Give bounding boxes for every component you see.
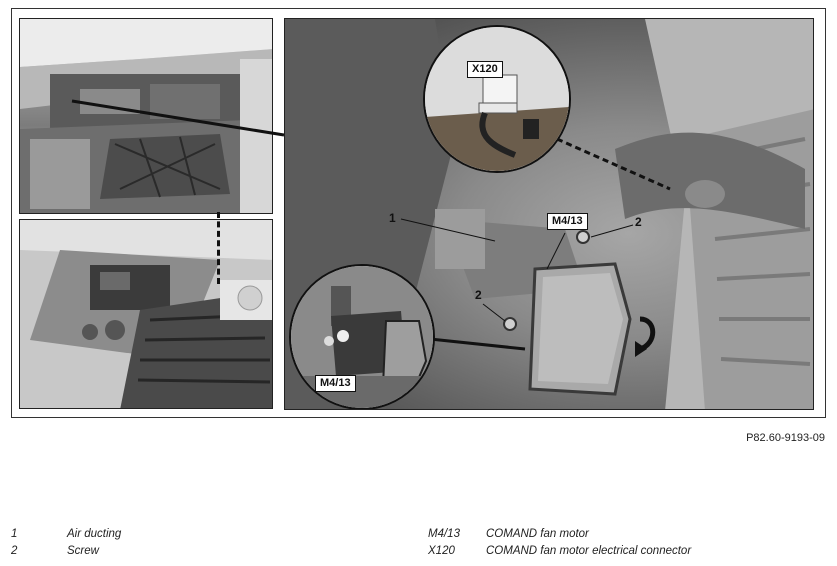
inset-connector-art	[425, 27, 569, 171]
photo-fan-motor-detail	[284, 18, 814, 410]
legend-left	[11, 528, 121, 562]
legend-key: M4/13	[428, 528, 460, 540]
legend-value: COMAND fan motor electrical connector	[486, 545, 692, 557]
legend-item	[11, 528, 121, 545]
callout-1-air-ducting: 1	[389, 211, 396, 225]
legend-key: 2	[11, 545, 18, 557]
legend-right	[428, 528, 691, 562]
callout-2-screw-top: 2	[635, 215, 642, 229]
photo-center-console	[19, 219, 273, 409]
callout-m4-13: M4/13	[547, 213, 588, 230]
inset-connector-detail	[423, 25, 571, 173]
legend-key: 1	[11, 528, 18, 540]
legend-item	[11, 545, 121, 562]
legend-value: Air ducting	[67, 528, 122, 540]
legend-value: Screw	[67, 545, 99, 557]
inset-fan-motor-detail	[289, 264, 435, 410]
callout-m4-13-inset: M4/13	[315, 375, 356, 392]
inset-fan-motor-art	[291, 266, 433, 408]
photo-center-console-art	[20, 220, 273, 409]
figure-id: P82.60-9193-09	[746, 432, 825, 444]
callout-2-screw-bottom: 2	[475, 288, 482, 302]
legend-item	[428, 545, 691, 562]
legend-item	[428, 528, 691, 545]
legend-key: X120	[428, 545, 455, 557]
legend-value: COMAND fan motor	[486, 528, 589, 540]
dashed-link-left	[217, 212, 220, 284]
figure-frame	[11, 8, 826, 418]
photo-dashboard-overview-art	[20, 19, 273, 214]
photo-dashboard-overview	[19, 18, 273, 214]
callout-x120: X120	[467, 61, 503, 78]
